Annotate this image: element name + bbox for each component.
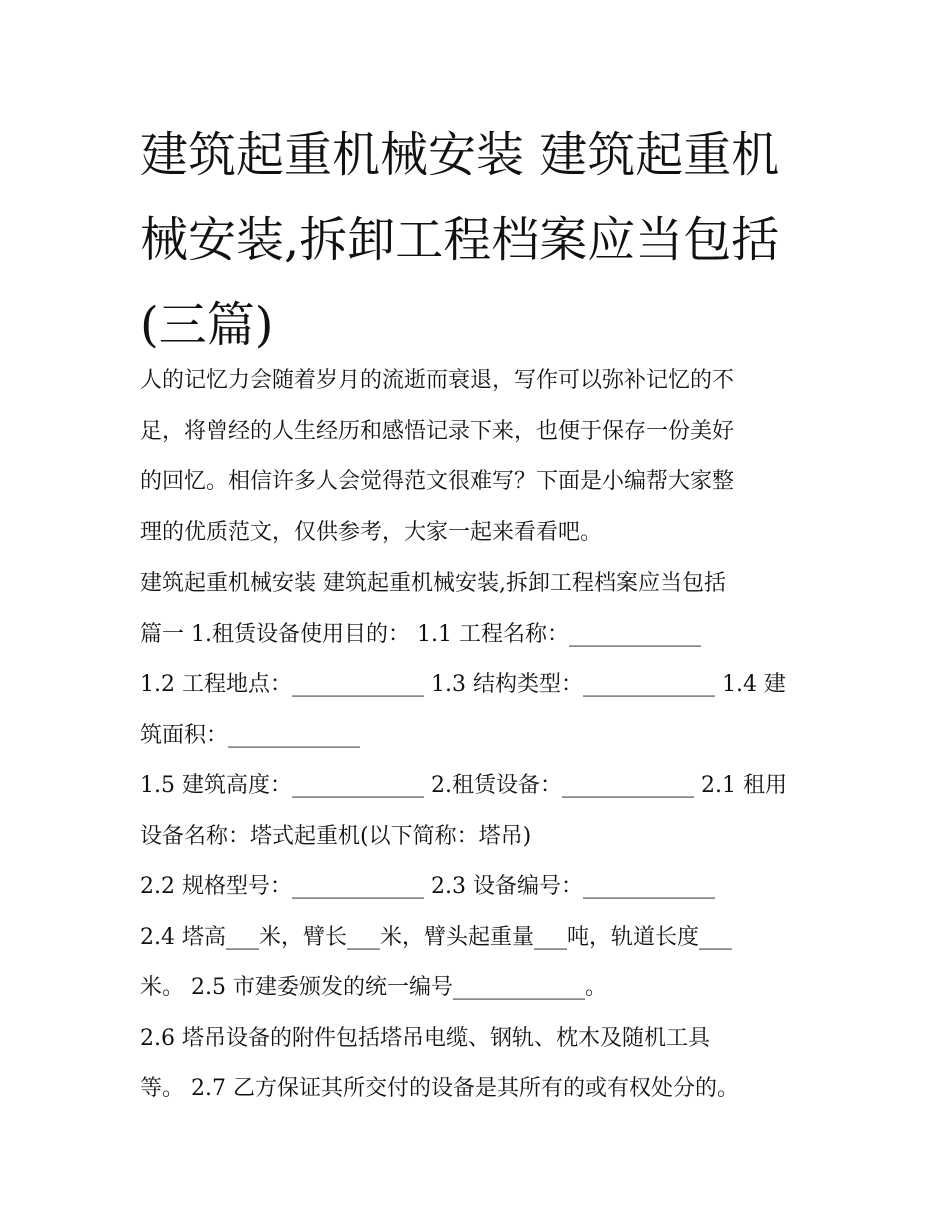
content-line: 米。 2.5 市建委颁发的统一编号____________。 [140, 975, 607, 1000]
content-line: 筑面积：____________ [140, 722, 361, 748]
intro-line: 足，将曾经的人生经历和感悟记录下来，也便于保存一份美好 [140, 418, 735, 444]
intro-line: 的回忆。相信许多人会觉得范文很难写？下面是小编帮大家整 [140, 469, 735, 494]
intro-line: 理的优质范文，仅供参考，大家一起来看看吧。 [140, 519, 603, 545]
content-line: 1.5 建筑高度：____________ 2.租赁设备：____________ 2.1 租用 [140, 773, 787, 798]
intro-paragraph [140, 356, 820, 558]
content-line: 2.2 规格型号：____________ 2.3 设备编号：____________ [140, 874, 715, 899]
content-line: 建筑起重机械安装 建筑起重机械安装,拆卸工程档案应当包括 [140, 571, 726, 596]
content-line: 1.2 工程地点：____________ 1.3 结构类型：____________ 1.4 建 [140, 672, 786, 697]
intro-line: 人的记忆力会随着岁月的流逝而衰退，写作可以弥补记忆的不 [140, 368, 735, 393]
content-line: 等。 2.7 乙方保证其所交付的设备是其所有的或有权处分的。 [140, 1076, 739, 1101]
content-line: 篇一 1.租赁设备使用目的： 1.1 工程名称：____________ [140, 621, 701, 647]
content-line: 2.4 塔高___米，臂长___米，臂头起重量___吨，轨道长度___ [140, 924, 732, 950]
content-line: 设备名称：塔式起重机(以下简称：塔吊) [140, 823, 532, 849]
contract-content [140, 559, 820, 1115]
document-title: 建筑起重机械安装 建筑起重机械安装,拆卸工程档案应当包括(三篇) [140, 127, 780, 353]
content-line: 2.6 塔吊设备的附件包括塔吊电缆、钢轨、枕木及随机工具 [140, 1025, 710, 1051]
